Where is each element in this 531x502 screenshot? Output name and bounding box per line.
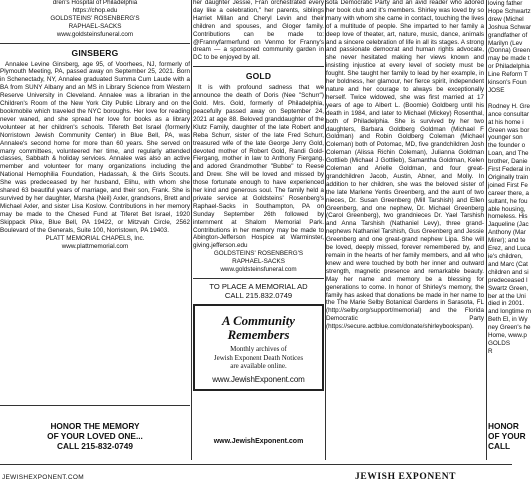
- clipped-line: loving father: [488, 0, 523, 7]
- clipped-line: Jaqueline (Jac: [488, 221, 529, 229]
- ad-subtitle: [199, 345, 318, 371]
- clipped-line: JOSE: [488, 86, 505, 94]
- clipped-line: and longtime m: [488, 308, 531, 316]
- clipped-line: at his home i: [488, 118, 524, 126]
- clipped-line: drew (Michel: [488, 15, 524, 23]
- clipped-line: Green was bor: [488, 126, 530, 134]
- clipped-line: grandfather of: [488, 31, 528, 39]
- obituary-text-ginsberg: Annalee Levine Ginsberg, age 95, of Voorhees, NJ, formerly of Plymouth Meeting, PA, passed away on September 25, 2021. Born in Schenectady, NY, Annalee graduated Summa Cum Laude with a BA from SUNY Albany and an MS in Library Science from Western Reserve University in Cleveland. Annalee was a librarian in the Children's Room of the New York City Public Library and on the bookmobile which traveled the NYC boroughs. Her love for reading never waned, and she spread her love for books as a library volunteer at her children's schools. Tifereth Bet Israel (formerly Norristown Jewish Community Center) in Blue Bell, PA, was Annalee's second home for more than 60 years. She served on many committees, volunteered her time, and regularly attended classes, Sabbath & holiday services. Annalee was also an active member and volunteer for many organizations including the National Hemophilia Foundation, Hadassah, & the Girls Scouts. She was predeceased by her husband, Elihu, with whom she shared 63 beautiful years of marriage, and their son, Frank. She is survived by her daughter, Marsha (Neil) Axler, grandsons, Brett and Michael Axler, and sister Lisa Koslow. Contributions in her memory may be made to the Chesed Fund at Tiferet Bet Israel, 1920 Skippack Pike, Blue Bell, PA 19422, or Mitzvah Circle, 2562 Boulevard of the Generals, Suite 100, Norristown, PA 19403.: [0, 60, 190, 234]
- link-chop[interactable]: https://chop.edu: [72, 6, 118, 14]
- clipped-line: kinson's Foun: [488, 79, 527, 87]
- obituary-name-gold: GOLD: [245, 71, 272, 82]
- obituary-text-gold: It is with profound sadness that we announce the death of Doris (Nee "Schurr") Gold. Mrs. Gold, formerly of Philadelphia, peacefully passed away on September 24, 2021 at age 88. Beloved granddaughter of the Klutz Family, daughter of the late Robert and Reba Schurr, sister of the late Fred Schurr, treasured wife of the late George Jerry Gold, devoted mother of Robert Gold, Randi Gold-Fiergang, mother in law to Anthony Fiergang, and adored Grandmother "Bubbe" to Reese and Drew. She will be loved and missed by those fortunate enough to have experienced her kind and generous soul. The family held a private service at Goldsteins' Rosenberg's Raphael-Sacks in Southampton, PA on Sunday September 26th followed by internment at Shalom Memorial Park. Contributions in her memory may be made to Abington-Jefferson Hospice at Warminster, giving.jefferson.edu: [193, 84, 324, 250]
- column-divider: [191, 0, 192, 460]
- honor-memory-box: [0, 421, 190, 451]
- clipped-line: joined First Fe: [488, 181, 528, 189]
- honor-phone: CALL: [488, 441, 511, 451]
- footer-rule: [0, 464, 512, 465]
- ad-title-line-1: A Community: [222, 314, 295, 329]
- funeral-home-name: PLATT MEMORIAL CHAPELS, Inc.: [45, 235, 145, 243]
- text-line: dren's Hospital of Philadelphia: [52, 0, 138, 6]
- ad-sub-line: are available online.: [230, 362, 287, 371]
- honor-line-2: OF YOUR LOVED ONE...: [47, 431, 143, 441]
- funeral-home-link[interactable]: www.plattmemorial.com: [61, 243, 129, 251]
- funeral-home-link[interactable]: www.goldsteinsfuneral.com: [220, 266, 297, 274]
- clipped-line: Marilyn (Lev: [488, 39, 523, 47]
- obituary-column-1: [0, 0, 190, 455]
- honor-line-1: HONOR THE MEMORY: [50, 421, 140, 431]
- clipped-line: able housing,: [488, 205, 526, 213]
- honor-phone[interactable]: CALL 215-832-0749: [57, 441, 133, 451]
- place-ad-phone[interactable]: CALL 215.832.0749: [224, 290, 293, 300]
- funeral-home-credit: [193, 250, 324, 274]
- clipped-line: Joshua Schwar: [488, 23, 531, 31]
- place-memorial-ad: [193, 283, 324, 300]
- funeral-home-credit-platt: [0, 235, 190, 251]
- honor-line-1: HONOR: [488, 421, 519, 431]
- clipped-line: and Marc (Cat: [488, 260, 528, 268]
- clipped-line: Mirer); and te: [488, 237, 526, 245]
- clipped-line: Erez, and Luca: [488, 245, 531, 253]
- funeral-home-name-2: RAPHAEL-SACKS: [232, 258, 285, 266]
- obituary-text-shirley: sota Democratic Party and an avid reader who adored her book club and it's members. Shirley was loved by so many with whom she came in contact, touching the lives of a multitude of people. She imparted to her family a deep love of theater, art, nature, music, dance, animals and a sincere celebration of life in all its stages. A strong and passionate democrat and human rights advocate, she never hesitated making her views known and insisting injustice at every level of society must be fought. She taught her family to lead by her example, in her boldness, her glamour, her fierce spirit, independent nature and her courage to always be exceptionally herself. Twice widowed, she was first married at 17 years of age to Albert L. (Boomie) Goldberg until his death in 1984, and later to Michael (Mickey) Rosenthal, both of Philadelphia. She is survived by her two daughters, Barbara Goldberg Goldman (Michael F Goldman) and Robin Goldberg Coleman (Michael Coleman) both of Potomac, MD, five grandchildren Josh Coleman (Alissa Richin Coleman), Julianna Goldman Gottlieb (Michael J Gottlieb), Samantha Goldman, Kelen Coleman and Arielle Goldman, and four great-grandchildren Jacob, Austin, Abner, and Molly. In addition to her children, she was the beloved sister of the late Marlene Yentis Greenberg, and the aunt of two nieces, Dr. Susan Greenberg (Mill Tarshish) and Ellen Greenberg, and one nephew, Dr. Michael Greenberg (Carol Greenberg), two grandnieces Dr. Yael Tarshish and Anna Tarshish (Nathaniel Levy), three grand-nephews Nathaniel Tarshish, Gus Greenberg and Jessie Greenberg and one great-grand nephew Lipa. She will be loved, deeply missed, forever remembered by, and remain in the hearts of her family members, and all who knew and were touched by both her inner and outward strength, magnetic presence and remarkable beauty. May her name and memory be a blessing for generations to come. In honor of Shirley's memory, the family has asked that donations be made in her name to the The Marie Selby Botanical Gardens in Sarasota, FL (http://selby.org/support/memorial) and the Florida Democratic Party (https://secure.actblue.com/donate/shirleybookspan).: [326, 0, 484, 331]
- continued-text: her daughter Jessie, Fran orchestrated every day like a celebration," her parents, siblings Harriet Millan and Cheryl Levin and their children and spouses, and Gloger family. Contributions can be made to: @Frannyfarmerfund on Venmo for Franny's dream — a sponsored community garden in DC to be enjoyed by all.: [193, 0, 324, 62]
- clipped-line: ber at the Uni: [488, 292, 526, 300]
- obituary-column-3: [326, 0, 484, 455]
- clipped-line: died in 2001.: [488, 300, 525, 308]
- clipped-line: sultant, he fou: [488, 197, 528, 205]
- footer-site-link[interactable]: JEWISHEXPONENT.COM: [2, 474, 84, 481]
- ad-sub-line: Jewish Exponent Death Notices: [213, 353, 304, 362]
- ad-url[interactable]: www.JewishExponent.com: [212, 374, 305, 384]
- column-divider: [486, 0, 487, 460]
- clipped-line: Line Reform T: [488, 71, 528, 79]
- clipped-line: Originally train: [488, 173, 529, 181]
- clipped-line: the founder o: [488, 142, 526, 150]
- obituary-column-4-clipped: [488, 0, 531, 455]
- divider: [193, 278, 324, 279]
- clipped-line: Home, www.p: [488, 332, 527, 340]
- obituary-column-2: [193, 0, 324, 460]
- page-footer: [0, 472, 512, 502]
- clipped-line: ance consultar: [488, 110, 529, 118]
- funeral-home-name: GOLDSTEINS' ROSENBERG'S: [213, 250, 304, 258]
- honor-box-clipped: [488, 421, 526, 451]
- clipped-line: Beth El, in Wy: [488, 316, 528, 324]
- clipped-line: Anthony (Mar: [488, 229, 526, 237]
- ad-title: [199, 314, 318, 342]
- clipped-line: Swartz Green,: [488, 284, 529, 292]
- continued-text: [0, 0, 190, 15]
- funeral-home-link[interactable]: www.goldsteinsfuneral.com: [56, 30, 134, 38]
- honor-line-2: OF YOUR: [488, 431, 526, 441]
- funeral-home-name-2: RAPHAEL-SACKS: [68, 22, 122, 30]
- clipped-line: First Federal in: [488, 166, 530, 174]
- clipped-line: children and si: [488, 268, 529, 276]
- clipped-line: brother, Danie: [488, 158, 528, 166]
- clipped-line: R: [488, 347, 493, 355]
- footer-publication-name: JEWISH EXPONENT: [355, 472, 457, 482]
- bottom-url[interactable]: www.JewishExponent.com: [213, 438, 304, 445]
- clipped-line: predeceased l: [488, 276, 528, 284]
- clipped-line: career there, a: [488, 189, 529, 197]
- clipped-line: (Donna) Green: [488, 47, 530, 55]
- divider: [0, 405, 190, 406]
- divider: [0, 43, 190, 44]
- clipped-line: homeless. His: [488, 213, 528, 221]
- ad-sub-line: Monthly archives of: [230, 345, 287, 354]
- divider: [193, 66, 324, 67]
- funeral-home-name: GOLDSTEINS' ROSENBERG'S: [50, 14, 140, 22]
- clipped-line: Rodney H. Gre: [488, 102, 530, 110]
- clipped-line: [488, 95, 512, 103]
- place-ad-label: TO PLACE A MEMORIAL AD: [209, 282, 308, 291]
- clipped-line: ie's children,: [488, 253, 523, 260]
- ad-title-line-2: Remembers: [227, 328, 290, 343]
- clipped-line: or Philadelphia: [488, 63, 530, 71]
- obituary-name-ginsberg: GINSBERG: [71, 47, 119, 58]
- clipped-line: Loan, and The: [488, 150, 529, 158]
- clipped-line: may be made t: [488, 55, 530, 63]
- funeral-home-credit: [0, 15, 190, 39]
- clipped-text: [488, 0, 531, 356]
- clipped-line: GOLDS: [488, 339, 511, 347]
- community-remembers-ad[interactable]: [193, 304, 324, 391]
- clipped-line: Hope Schwartz: [488, 7, 531, 15]
- clipped-line: younger son: [488, 134, 523, 142]
- clipped-line: ney Green's he: [488, 324, 531, 332]
